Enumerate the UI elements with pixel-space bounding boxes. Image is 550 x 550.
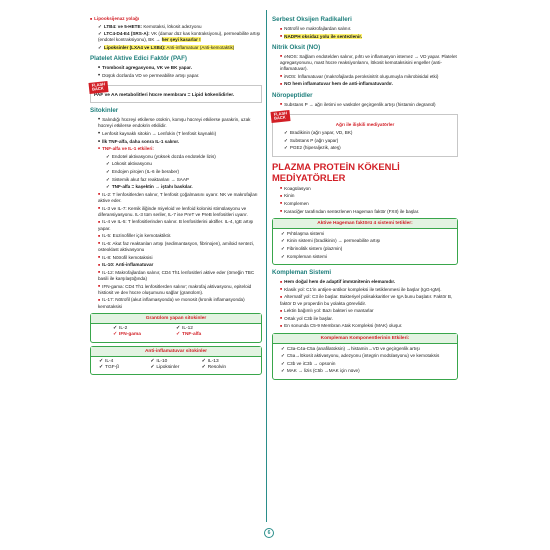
plasma-item: ■ Karaciğer tarafından sentezlenen Hageman faktör (FXII) ile başlar. (272, 209, 458, 215)
anti-item: ✓ Lipoksinler (150, 365, 201, 371)
anti-item: ✓ IL-10 (150, 359, 201, 365)
tnf-effect-1: ✓ Endotel aktivasyonu (yüksek dozda endotelde lizis) (90, 154, 262, 160)
hageman-item: ✓ Fibrinolitik sistem (plazmin) (273, 246, 457, 252)
flashback-label: FLASH BACK (88, 81, 108, 94)
granulom-title: Granülom yapan sitokinler (91, 314, 261, 324)
flashback-box-2 (272, 110, 458, 157)
hageman-box (272, 218, 458, 265)
flashback-text: PAF ve AA metabolitleri hücre membranı = Lipid kökenlidirler. (94, 92, 235, 98)
paf-heading: Platelet Aktive Edici Faktör (PAF) (90, 55, 187, 63)
plasma-item: ■ Koagülasyon (272, 186, 458, 192)
serbest-item-2: ■ NADPH oksidaz yolu ile sentezlenir. (272, 34, 458, 40)
tnf-effect-4: ✓ Sistemik akut faz reaktanları → SAAP (90, 177, 262, 183)
kompleman-item: ■ Lektin bağımlı yol: Bazı bakteri ve mantarlar (272, 308, 458, 314)
kompleman-item: ■ En sonunda C5-9 Membran Atak Kompleksi (MAK) oluşur. (272, 323, 458, 329)
hageman-item: ✓ Kompleman sistemi (273, 254, 457, 260)
serbest-item-1: ■ Nötrofil ve makrofajlardan salınır. (272, 26, 458, 32)
komponent-item: ✓ C3a-C4a-C5a (anafilatoksin) →histamin→VD ve geçirgenlik artışı (273, 346, 457, 352)
komponent-title: Kompleman Komponentlerinin Etkileri: (273, 334, 457, 344)
plasma-item: ■ Kinin (272, 193, 458, 199)
lipoksin-item: ✓ Lipoksinler (LXA4 ve LXB4): Anti-inflamatuar (Anti-kemotaktik) (90, 45, 262, 51)
il-item-5: ■ IL-6: Akut faz reaktanları artışı (sedimantasyon, fibrinojen), amiloid sentezi, osteoklast aktivasyonu (90, 241, 262, 253)
il-item-4: ■ IL-5: Eozinofiller için kemotaktiktir. (90, 233, 262, 239)
il-item-3: ■ IL-4 ve IL-5: T lenfositlerinden salınır. B lenfositlerini aktifler. IL-4, IgE artışı yapar. (90, 219, 262, 231)
hageman-item: ✓ Pıhtılaşma sistemi (273, 231, 457, 237)
tnf-effect-5: ✓ TNF-alfa = kaşektin → iştahı baskılar. (90, 184, 262, 190)
granulom-item: ✓ IL-12 (176, 326, 239, 332)
flash2-item: ✓ Bradikinin (ağrı yapar, VD, BK) (276, 130, 454, 136)
komponent-item: ✓ C5a→lökosit aktivasyonu, adezyonu (integrin modülasyonu) ve kemotaksis (273, 353, 457, 359)
anti-item: ✓ IL-4 (99, 359, 150, 365)
noro-heading: Nöropeptidler (272, 91, 313, 99)
paf-item-1: • Trombosit agregasyonu, VK ve BK yapar. (90, 65, 262, 71)
nitrik-item-2: ■ iNOS: İnflamatuvar (makrofajlarda peroksinitrit oluşumuyla mikrobisidal etki) (272, 74, 458, 80)
anti-item: ✓ Resolvin (202, 365, 253, 371)
il-item-7: ■ IL-10: Anti-inflamatuvar (90, 262, 262, 268)
flash2-item: ✓ PGE2 (hiperaljezik, ateş) (276, 145, 454, 151)
granulom-item: ✓ IL-2 (113, 326, 176, 332)
il-item-6: ■ IL-8: Nötrofil kemotaksisi (90, 255, 262, 261)
anti-inflamatuvar-box (90, 346, 262, 376)
hageman-item: ✓ Kinin sistemi (bradikinin) → permeabilite artışı (273, 238, 457, 244)
paf-item-2: • Düşük dozlarda VD ve permeabilite artışı yapar. (90, 73, 262, 79)
il-item-10: ■ IL-17: Nötrofil (akut inflamasyonda) ve monosit (kronik inflamasyonda) kemotaksisi (90, 297, 262, 309)
left-column (90, 16, 262, 378)
granulom-grid (91, 326, 261, 339)
flashback-box-1 (90, 81, 262, 103)
nitrik-item-3: ■ NO hem inflamatuvar hem de anti-inflamatuvardır. (272, 81, 458, 87)
anti-item: ✓ TGF-β (99, 365, 150, 371)
sitokin-item-3: • İlk TNF-alfa, daha sonra IL-1 salınır. (90, 139, 262, 145)
flash2-title: Ağrı ile ilişkili mediyatörler (335, 121, 395, 127)
il-item-2: ■ IL-3 ve IL-7: Kemik iliğinde miyeloid ve lenfoid kolonisi stimülasyonu ve diferansiyasyonu. IL-3 tüm seriler, IL-7 ise PreT ve PreB lenfositleri uyarır. (90, 206, 262, 218)
granulom-item: ✓ IFN-gama (113, 332, 176, 338)
sitokin-item-2: • Lenfosit kaynaklı sitokin → Lenfokin (T lenfosit kaynaklı) (90, 131, 262, 137)
plasma-item: ■ Komplemen (272, 201, 458, 207)
kompleman-item: ■ Alternatif yol: C3 ile başlar. Bakteriyel polisakkaritler ve IgA bunu başlatır. Faktör B, faktör D ve properdin bu yolakta görevlidir. (272, 294, 458, 306)
column-divider (266, 10, 267, 522)
tnf-effect-2: ✓ Lökosit aktivasyonu (90, 161, 262, 167)
granulom-item: ✓ TNF-alfa (176, 332, 239, 338)
serbest-heading: Serbest Oksijen Radikalleri (272, 16, 352, 23)
sitokin-heading: Sitokinler (90, 107, 119, 115)
granulom-box (90, 313, 262, 343)
il-item-9: ■ IFN-gama: CD4 Th1 lenfositlerden salınır; makrofaj aktivasyonu, epiteloid histiosit ve dev hücre oluşumunu sağlar (granülom). (90, 284, 262, 296)
komponent-item: ✓ MAK → lizis (C5b →MAK için nüve) (273, 368, 457, 374)
right-column (272, 16, 458, 383)
noro-item: ■ Substans P → ağrı iletimi ve vasküler geçirgenlik artışı (histamin degranül) (272, 102, 458, 108)
ltc4-item: ✓ LTC4-D4-E4 (SRS-A): VK (damar düz kas kontraksiyonu), permeabilite artışı (endotel kontraksiyonu), BK → her şeyi kasarlar ! (90, 31, 262, 43)
komponent-box (272, 333, 458, 380)
il-item-1: ■ IL-2: T lenfositlerden salınır, T lenfosit çoğalmasını uyarır. NK ve makrofajları aktive eder. (90, 192, 262, 204)
tnf-effect-3: ✓ Endojen pirojen (IL-6 ile beraber) (90, 169, 262, 175)
anti-inflamatuvar-title: Anti-inflamatuvar sitokinler (91, 347, 261, 357)
anti-item: ✓ IL-13 (202, 359, 253, 365)
anti-inflamatuvar-grid (91, 359, 261, 372)
lipooksijenaz-bullet: ■ Lipooksijenaz yolağı (90, 16, 262, 22)
sitokin-item-1: • Salındığı hücreyi etkilerse otokrin, komşu hücreyi etkilerse parakrin, uzak hücreyi etkilerse endokrin etkilidir. (90, 117, 262, 129)
kompleman-heading: Kompleman Sistemi (272, 269, 332, 277)
kompleman-item: ■ Hem doğal hem de adaptif immünitenin elemanıdır. (272, 279, 458, 285)
plasma-heading: PLAZMA PROTEİN KÖKENLİ MEDİYATÖRLER (272, 160, 400, 183)
il-item-8: ■ IL-12: Makrofajlardan salınır, CD4 Th1 lenfositleri aktive eder (örneğin TBC basili ile karşılaştığında) (90, 270, 262, 282)
nitrik-heading: Nitrik Oksit (NO) (272, 43, 321, 51)
kompleman-item: ■ Klasik yol: C1'in antijen-antikor kompleksi ile tetiklenmesi ile başlar (IgG-IgM). (272, 287, 458, 293)
ltb4-item: ✓ LTB4: ve 5-HETE: Kemotaksi, lökosit adezyonu (90, 24, 262, 30)
page-number: 6 (264, 528, 274, 538)
flashback-label: FLASH BACK (270, 110, 290, 123)
flash2-item: ✓ Substans P (ağrı yapar) (276, 138, 454, 144)
kompleman-item: ■ Ortak yol C3b ile başlar. (272, 316, 458, 322)
nitrik-item-1: ■ eNOS: Sağlam endotelden salınır, pıhtı ve inflamasyon istemez → VD yapar. Platelet agregasyonunu, mast hücre reaksiyonlarını, lökosit kemotaksisini engeller (anti-inflamatuvar). (272, 54, 458, 73)
komponent-item: ✓ C3b ve iC3b → opsonin (273, 361, 457, 367)
hageman-title: Aktive Hageman faktörü 4 sistemi tetikler: (273, 219, 457, 229)
sitokin-item-4: • TNF-alfa ve IL-1 etkileri: (90, 146, 262, 152)
